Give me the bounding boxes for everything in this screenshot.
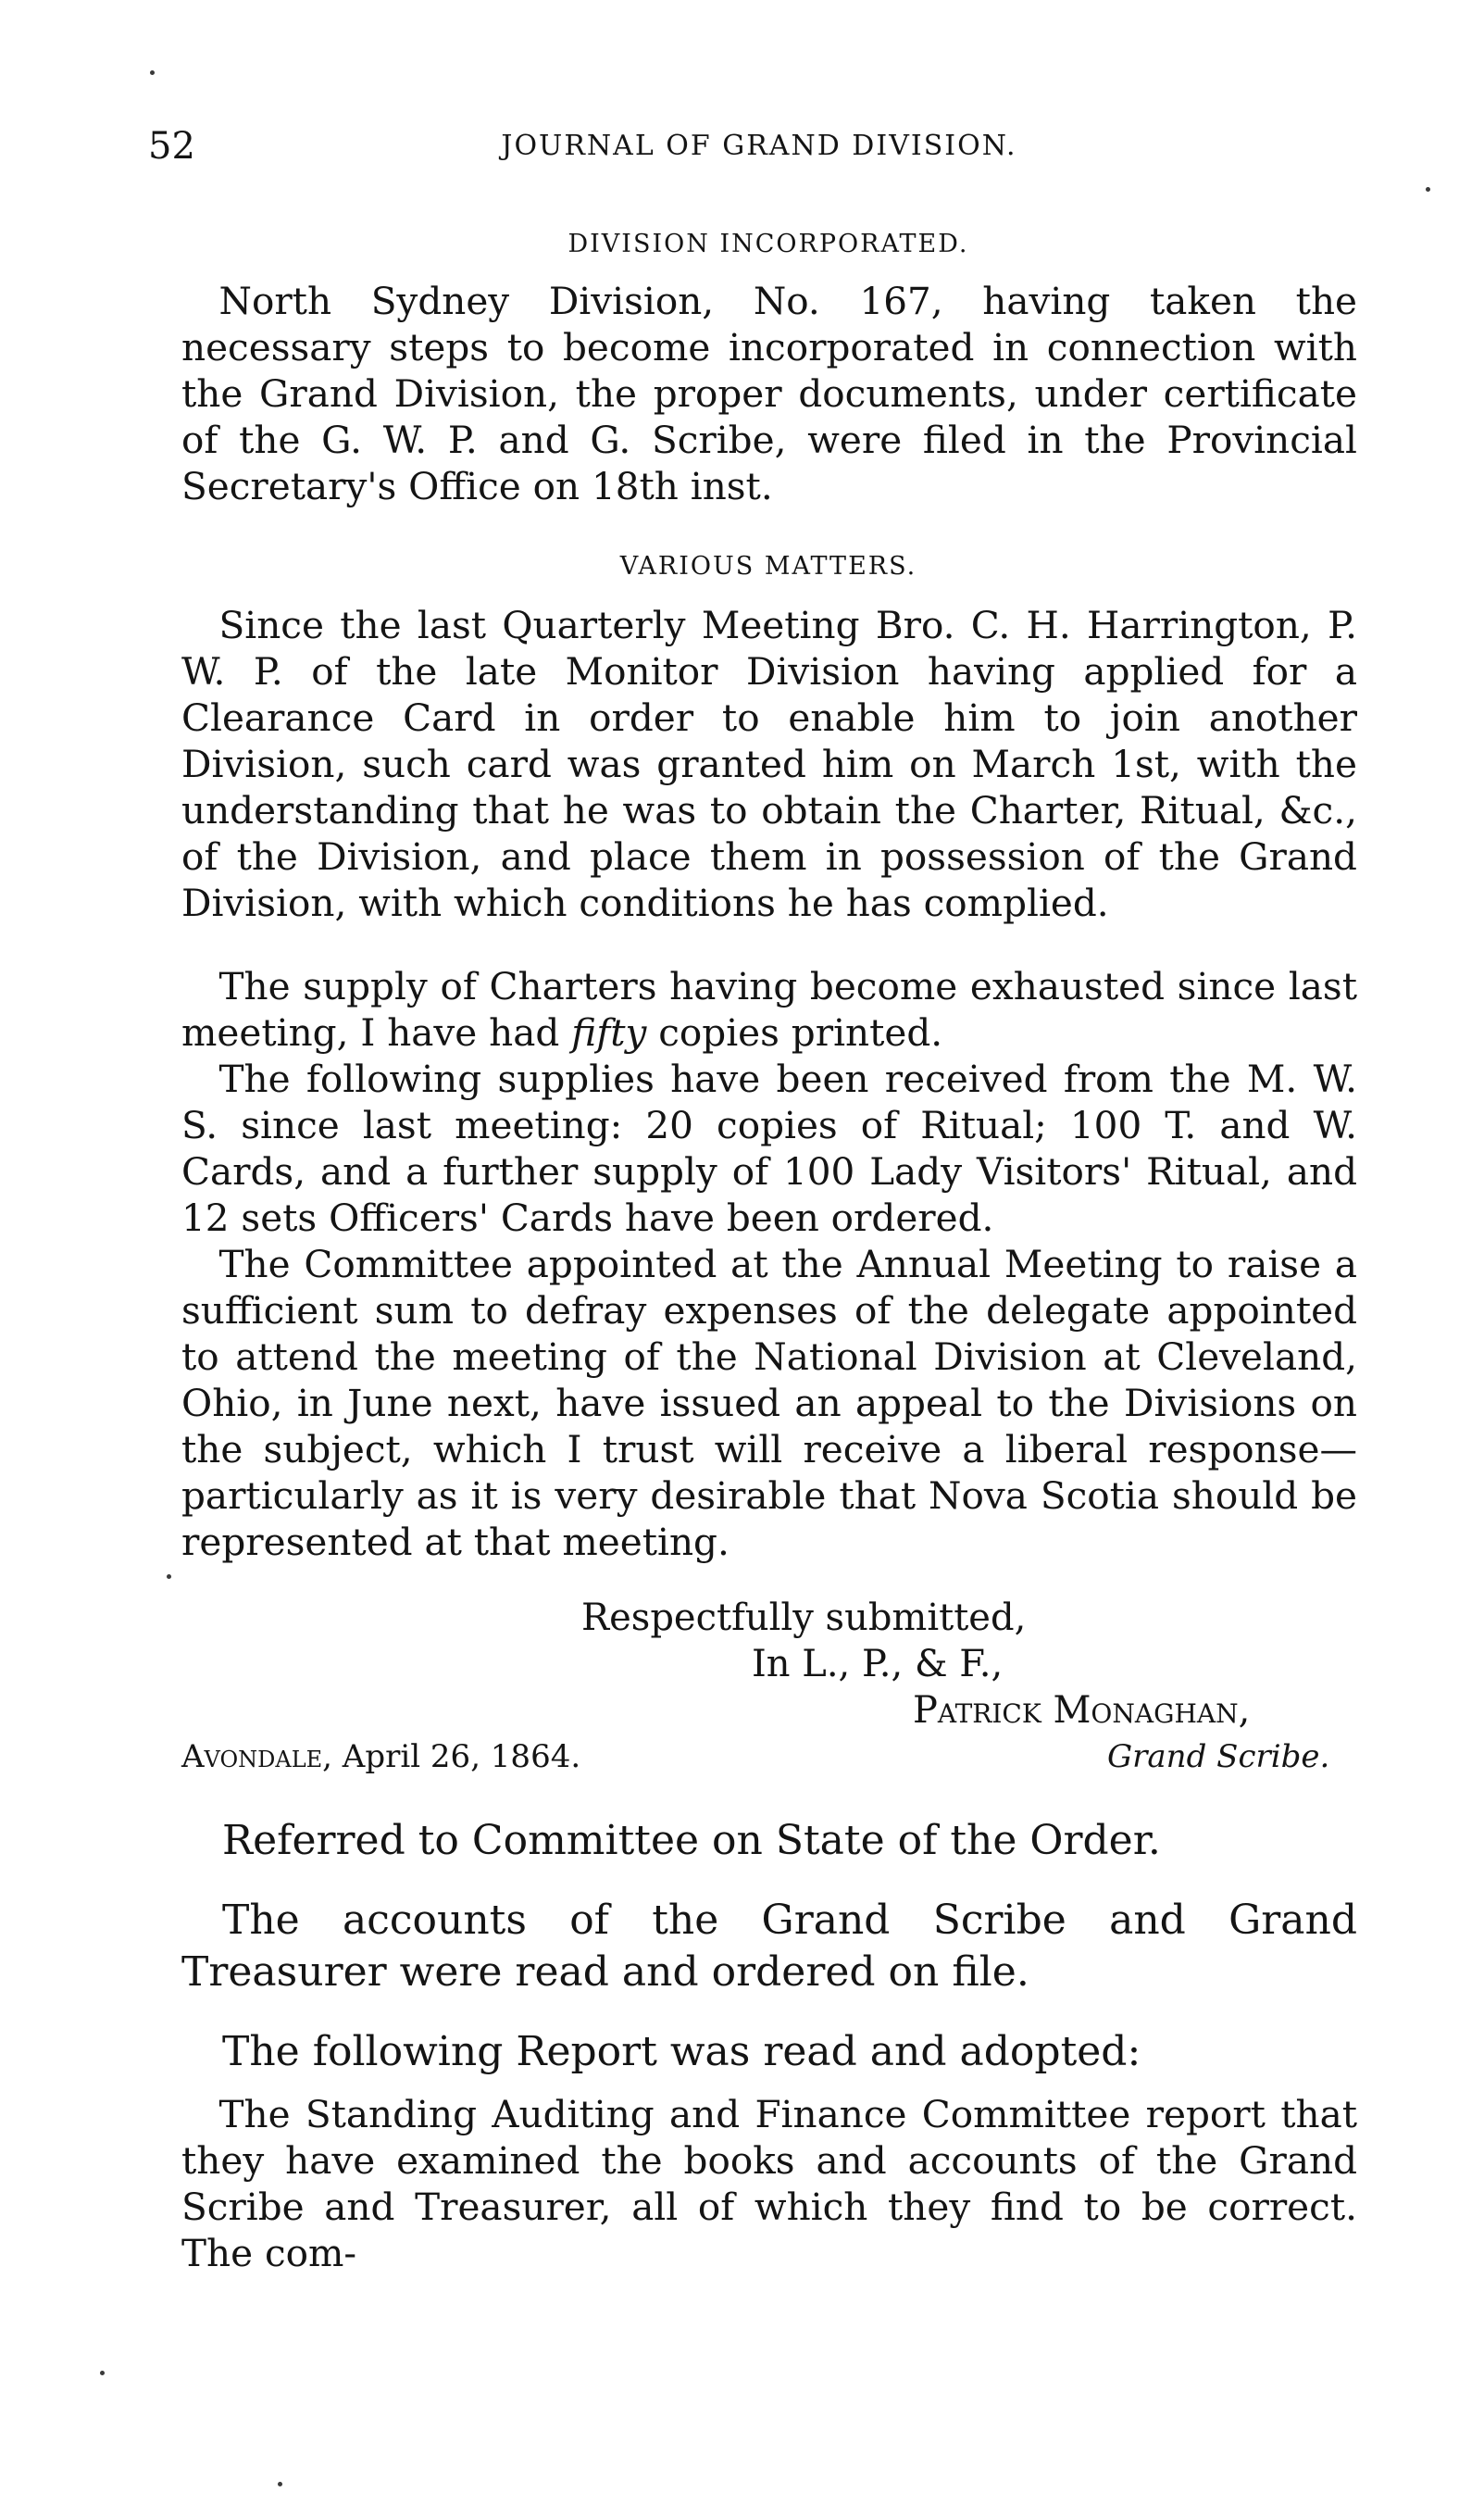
paragraph-referred: Referred to Committee on State of the Order. xyxy=(222,1817,1161,1864)
scan-speck xyxy=(150,70,155,75)
charters-italic: fifty xyxy=(571,1010,647,1055)
scan-speck xyxy=(278,2482,282,2486)
signature-dateline xyxy=(181,1734,580,1780)
signature-title: Grand Scribe. xyxy=(1107,1738,1330,1775)
paragraph-committee: The Committee appointed at the Annual Meeting to raise a sufficient sum to defray expenses of the delegate appointed to attend the meeting of the National Division at Cleveland, Ohio, in June next, have issued an appeal to the Divisions on the subject, which I trust will receive a liberal response—particularly as it is very desirable that Nova Scotia should be represented at that meeting. xyxy=(181,1242,1357,1564)
paragraph-supplies: The following supplies have been received from the M. W. S. since last meeting: 20 copies of Ritual; 100 T. and W. Cards, and a further supply of 100 Lady Visitors' Ritual, and 12 sets Officers' Cards have been ordered. xyxy=(181,1057,1357,1240)
scan-speck xyxy=(100,2371,105,2375)
paragraph-report-intro: The following Report was read and adopted: xyxy=(222,2028,1141,2075)
charters-text-before: The supply of Charters having become exhausted since last meeting, I have had xyxy=(181,964,1357,1055)
signature-place: Avondale, xyxy=(181,1738,332,1775)
paragraph-accounts: The accounts of the Grand Scribe and Grand Treasurer were read and ordered on file. xyxy=(181,1897,1357,1996)
paragraph-charters xyxy=(181,963,1357,1056)
page-number: 52 xyxy=(148,125,195,168)
scan-speck xyxy=(167,1574,171,1579)
signature-motto: In L., P., & F., xyxy=(752,1643,1004,1685)
paragraph-clearance-card: Since the last Quarterly Meeting Bro. C. H. Harrington, P. W. P. of the late Monitor Division having applied for a Clearance Card in order to enable him to join another Division, such card was granted him on March 1st, with the understanding that he was to obtain the Charter, Ritual, &c., of the Division, and place them in possession of the Grand Division, with which conditions he has complied. xyxy=(181,603,1357,925)
running-title: JOURNAL OF GRAND DIVISION. xyxy=(501,130,1017,162)
signature-closing: Respectfully submitted, xyxy=(581,1597,1027,1639)
scan-speck xyxy=(1426,187,1430,192)
section-heading-incorporated: DIVISION INCORPORATED. xyxy=(567,230,969,258)
signature-date: April 26, 1864. xyxy=(342,1738,581,1775)
page-header xyxy=(148,119,1370,174)
paragraph-incorporation: North Sydney Division, No. 167, having taken the necessary steps to become incorporated in connection with the Grand Division, the proper documents, under certificate of the G. W. P. and G. Scribe, were filed in the Provincial Secretary's Office on 18th inst. xyxy=(181,279,1357,508)
signature-name: Patrick Monaghan, xyxy=(913,1689,1251,1732)
paragraph-auditing: The Standing Auditing and Finance Committee report that they have examined the books and accounts of the Grand Scribe and Treasurer, all of which they find to be correct. The com- xyxy=(181,2092,1357,2275)
charters-text-after: copies printed. xyxy=(646,1010,943,1055)
section-heading-various: VARIOUS MATTERS. xyxy=(619,552,917,581)
